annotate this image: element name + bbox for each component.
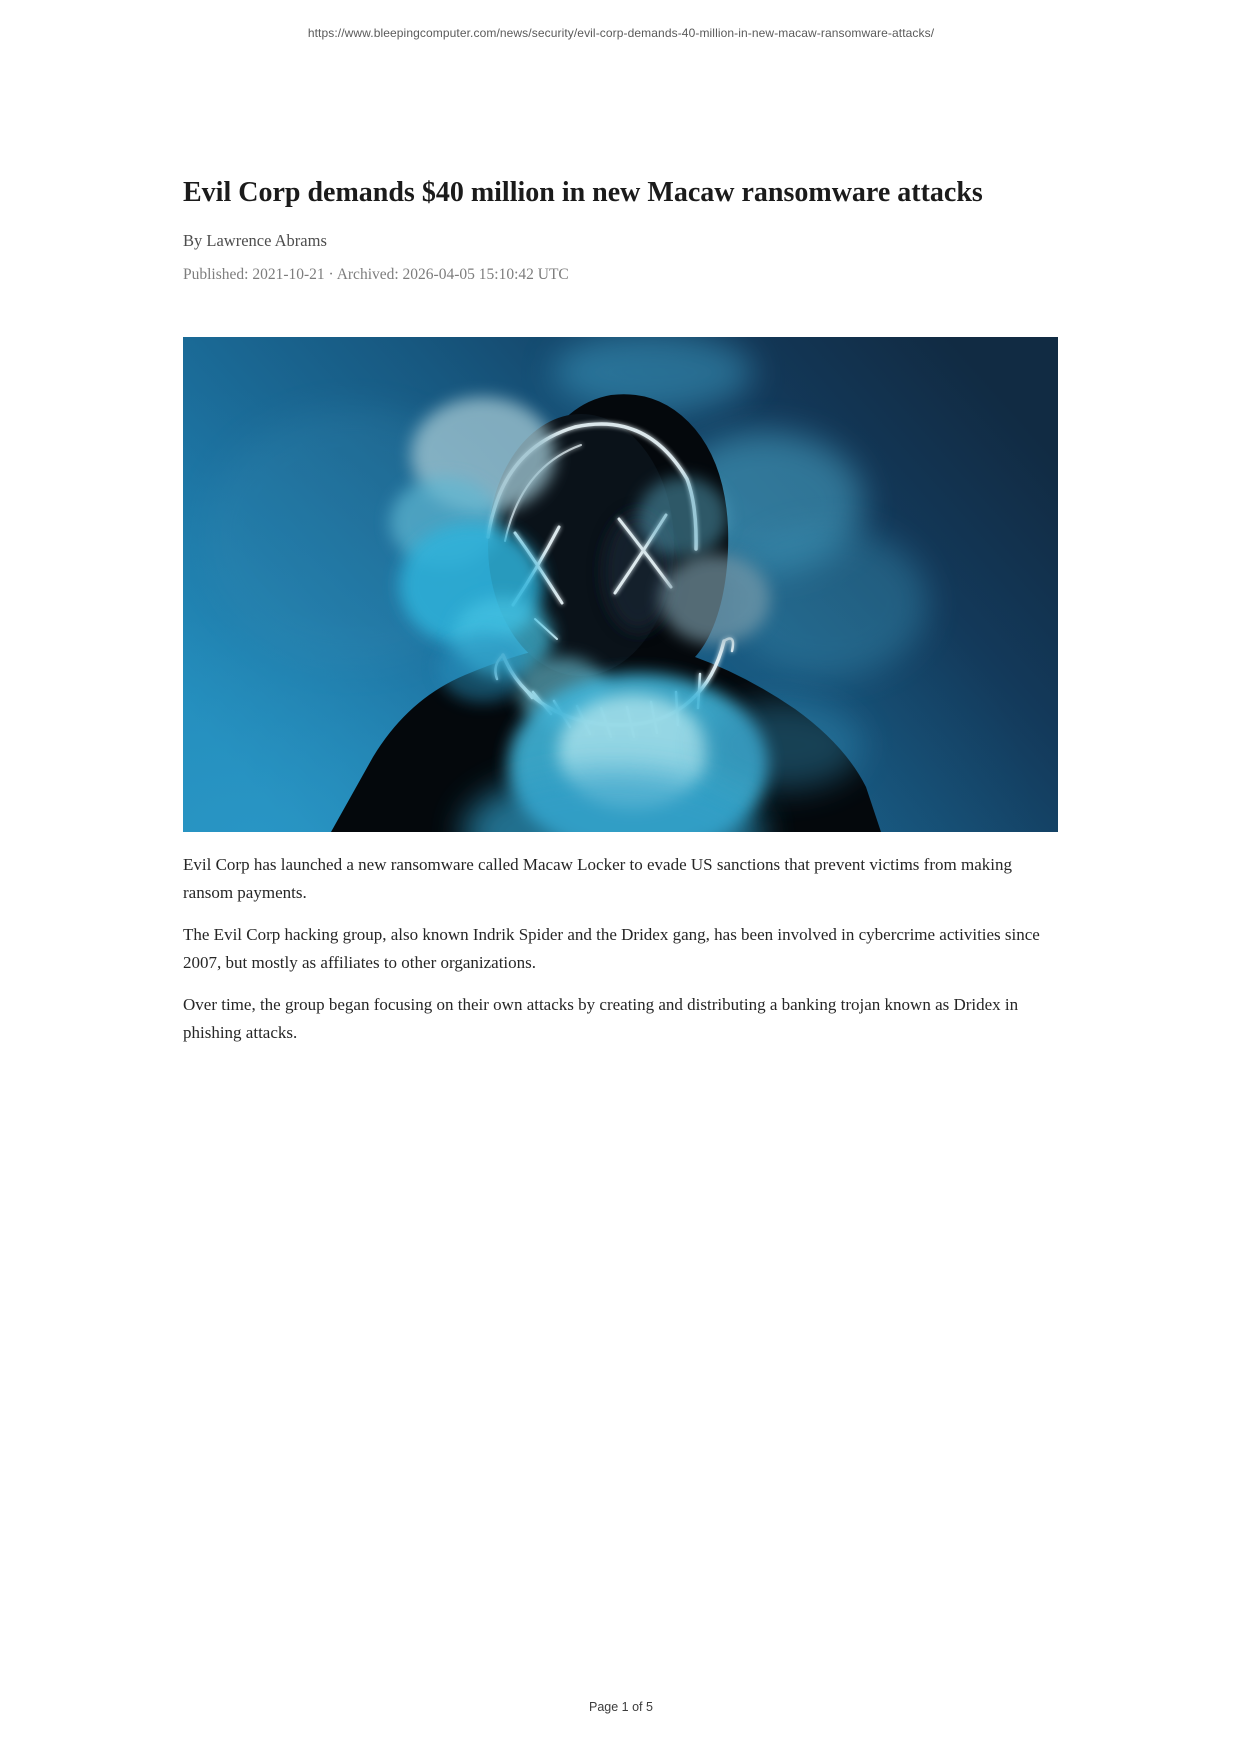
article-hero-image — [183, 337, 1058, 832]
article-meta: Published: 2021-10-21 · Archived: 2026-04-05 15:10:42 UTC — [183, 266, 569, 283]
page-header-url: https://www.bleepingcomputer.com/news/security/evil-corp-demands-40-million-in-new-macaw-ransomware-attacks/ — [307, 26, 935, 40]
page-number: Page 1 of 5 — [589, 1700, 653, 1714]
article-byline: By Lawrence Abrams — [183, 231, 327, 250]
article-title: Evil Corp demands $40 million in new Macaw ransomware attacks — [183, 177, 983, 208]
masked-person-photo — [183, 337, 1058, 832]
article-paragraph: Evil Corp has launched a new ransomware called Macaw Locker to evade US sanctions that prevent victims from making ransom payments. — [183, 855, 1012, 902]
article-paragraph: The Evil Corp hacking group, also known Indrik Spider and the Dridex gang, has been involved in cybercrime activities since 2007, but mostly as affiliates to other organizations. — [183, 925, 1040, 972]
article-paragraph: Over time, the group began focusing on their own attacks by creating and distributing a banking trojan known as Dridex in phishing attacks. — [183, 995, 1019, 1042]
